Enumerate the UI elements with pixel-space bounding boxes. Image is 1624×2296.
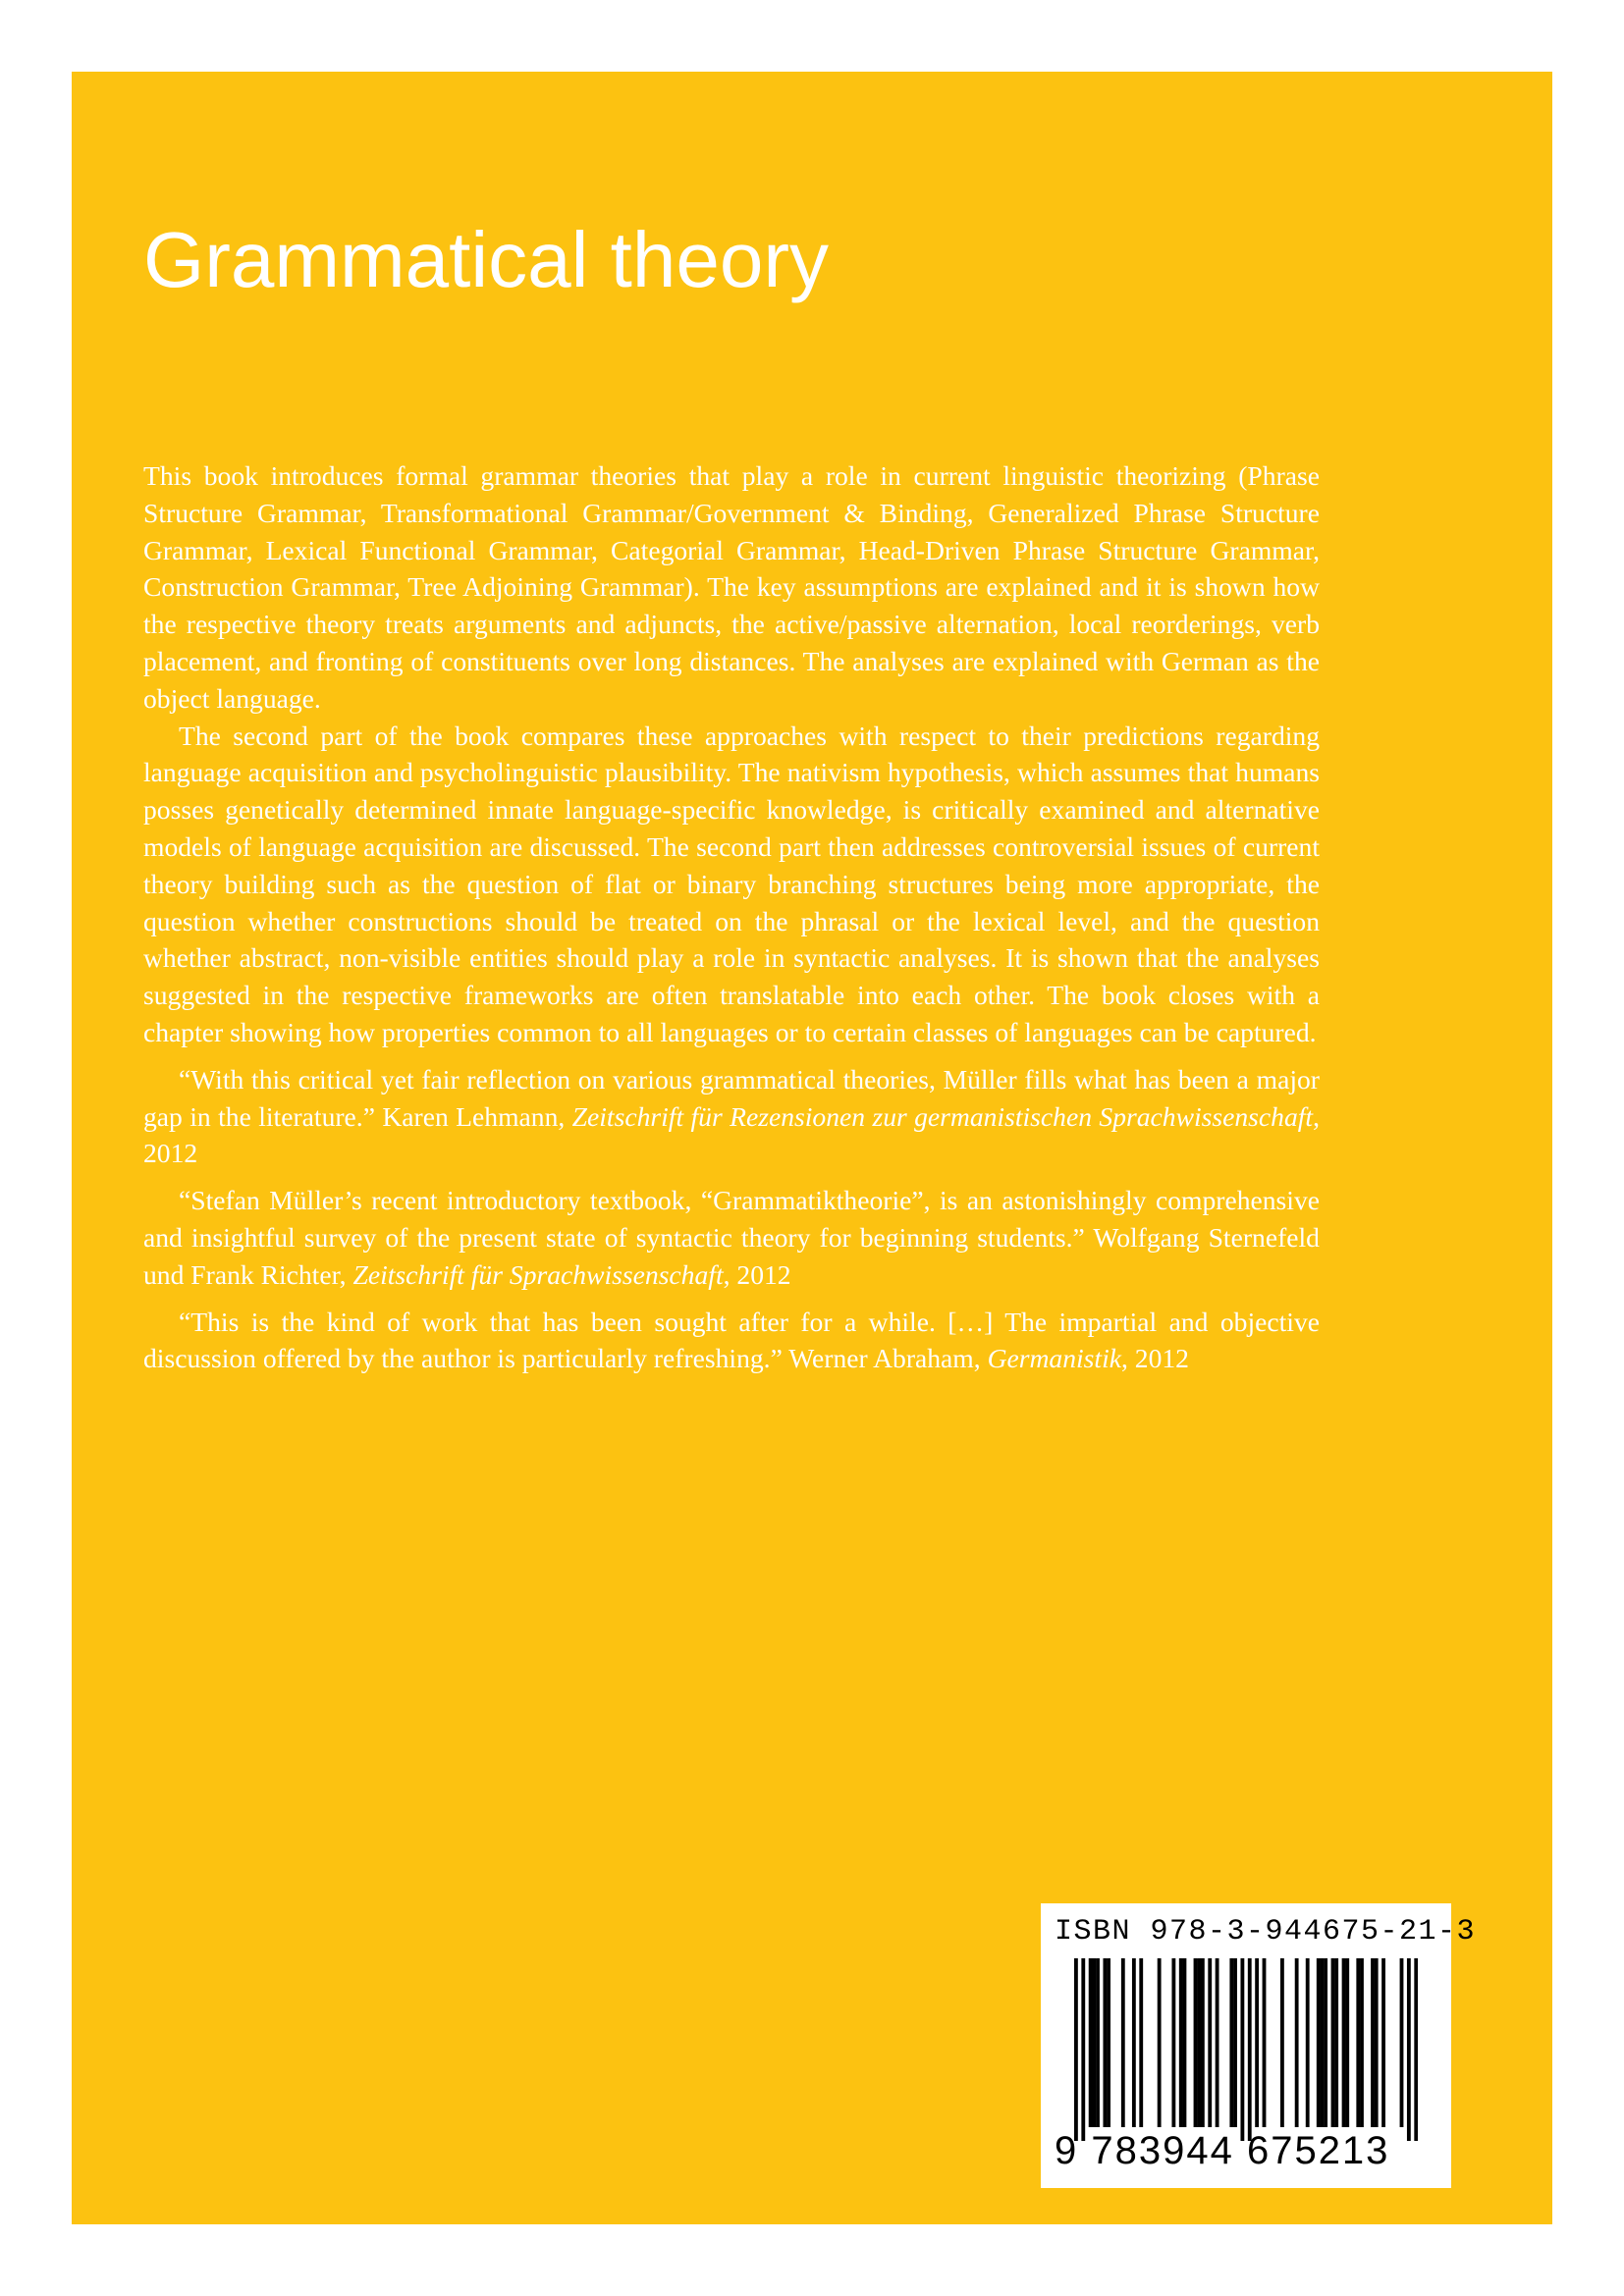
barcode-bar <box>1334 1958 1338 2127</box>
barcode-bar <box>1121 1958 1125 2127</box>
barcode-bar <box>1179 1958 1183 2127</box>
barcode-bar <box>1139 1958 1143 2127</box>
review-source: Zeitschrift für Rezensionen zur germanistischen Sprachwissenschaft <box>571 1100 1314 1132</box>
barcode-bar <box>1194 1958 1198 2127</box>
barcode-bar <box>1306 1958 1310 2127</box>
review-1 <box>143 1061 1320 1172</box>
barcode-bar <box>1092 1958 1096 2127</box>
barcode-bar <box>1371 1958 1375 2127</box>
review-year: , 2012 <box>143 1100 1320 1169</box>
review-source: Zeitschrift für Sprachwissenschaft <box>352 1258 724 1290</box>
barcode-bar <box>1074 1958 1078 2141</box>
barcode-bar <box>1381 1958 1385 2127</box>
barcode-bar <box>1201 1958 1205 2127</box>
barcode-digits: 9 783944 675213 <box>1055 2129 1390 2172</box>
blurb-paragraph-1: This book introduces formal grammar theories that play a role in current linguistic theorizing (Phrase Structure Grammar, Transformational Grammar/Government & Binding, Generalized Phrase Structure Grammar, Lexical Functional Grammar, Categorial Grammar, Head-Driven Phrase Structure Grammar, Construction Grammar, Tree Adjoining Grammar). The key assumptions are explained and it is shown how the respective theory treats arguments and adjuncts, the active/passive alternation, local reorderings, verb placement, and fronting of constituents over long distances. The analyses are explained with German as the object language. <box>143 460 1320 714</box>
review-quote: “Stefan Müller’s recent introductory textbook, “Grammatiktheorie”, is an astonishingly comprehensive and insightful survey of the present state of syntactic theory for beginning students.” <box>143 1185 1320 1253</box>
barcode-bar <box>1248 1958 1252 2141</box>
barcode-bar <box>1360 1958 1364 2127</box>
barcode-bar <box>1132 1958 1136 2127</box>
barcode-bars <box>1074 1958 1418 2141</box>
barcode-bar <box>1197 1958 1201 2127</box>
barcode-bar <box>1233 1958 1237 2127</box>
barcode-bar <box>1240 1958 1244 2141</box>
review-3 <box>143 1304 1320 1378</box>
barcode-bar <box>1400 1958 1404 2127</box>
blurb <box>143 457 1320 1377</box>
barcode-bar <box>1280 1958 1284 2127</box>
barcode-bar <box>1345 1958 1349 2127</box>
review-author: Werner Abraham, <box>782 1343 988 1374</box>
barcode-bar <box>1216 1958 1219 2127</box>
barcode-bar <box>1375 1958 1379 2127</box>
review-year: , 2012 <box>723 1258 791 1290</box>
barcode-bar <box>1107 1958 1110 2127</box>
barcode-bar <box>1295 1958 1299 2127</box>
isbn-barcode <box>1041 1903 1477 2188</box>
barcode-bar <box>1324 1958 1327 2127</box>
review-author: Wolfgang Sternefeld und Frank Richter, <box>143 1221 1320 1290</box>
review-year: , 2012 <box>1120 1343 1189 1374</box>
barcode-bar <box>1183 1958 1187 2127</box>
barcode-bar <box>1342 1958 1346 2127</box>
review-quote: “This is the kind of work that has been sought after for a while. […] The impartial and objective discussion offered by the author is particularly refreshing.” <box>143 1306 1320 1374</box>
barcode-bar <box>1331 1958 1335 2127</box>
barcode-bar <box>1171 1958 1175 2127</box>
barcode-bar <box>1096 1958 1100 2127</box>
review-2 <box>143 1182 1320 1293</box>
review-quote: “With this critical yet fair reflection on various grammatical theories, Müller fills what has been a major gap in the literature.” <box>143 1063 1320 1132</box>
review-source: Germanistik <box>987 1343 1121 1374</box>
barcode-bar <box>1414 1958 1418 2141</box>
barcode-bar <box>1263 1958 1267 2127</box>
barcode-bar <box>1407 1958 1411 2141</box>
isbn-label: ISBN 978-3-944675-21-3 <box>1055 1915 1477 1949</box>
review-author: Karen Lehmann, <box>374 1100 572 1132</box>
barcode-bar <box>1089 1958 1093 2127</box>
barcode-bar <box>1356 1958 1360 2127</box>
barcode-bar <box>1208 1958 1212 2127</box>
barcode-bar <box>1229 1958 1233 2127</box>
barcode-bar <box>1321 1958 1325 2127</box>
barcode-bar <box>1158 1958 1162 2127</box>
book-title: Grammatical theory <box>143 216 829 303</box>
barcode-bar <box>1317 1958 1321 2127</box>
barcode-bar <box>1255 1958 1259 2127</box>
barcode-bar <box>1081 1958 1085 2141</box>
barcode-bar <box>1103 1958 1107 2127</box>
blurb-paragraph-2: The second part of the book compares these approaches with respect to their predictions regarding language acquisition and psycholinguistic plausibility. The nativism hypothesis, which assumes that humans posses genetically determined innate language-specific knowledge, is critically examined and alternative models of language acquisition are discussed. The second part then addresses controversial issues of current theory building such as the question of flat or binary branching structures being more appropriate, the question whether constructions should be treated on the phrasal or the lexical level, and the question whether abstract, non-visible entities should play a role in syntactic analyses. It is shown that the analyses suggested in the respective frameworks are often translatable into each other. The book closes with a chapter showing how properties common to all languages or to certain classes of languages can be captured. <box>143 720 1320 1047</box>
back-cover <box>72 72 1552 2224</box>
